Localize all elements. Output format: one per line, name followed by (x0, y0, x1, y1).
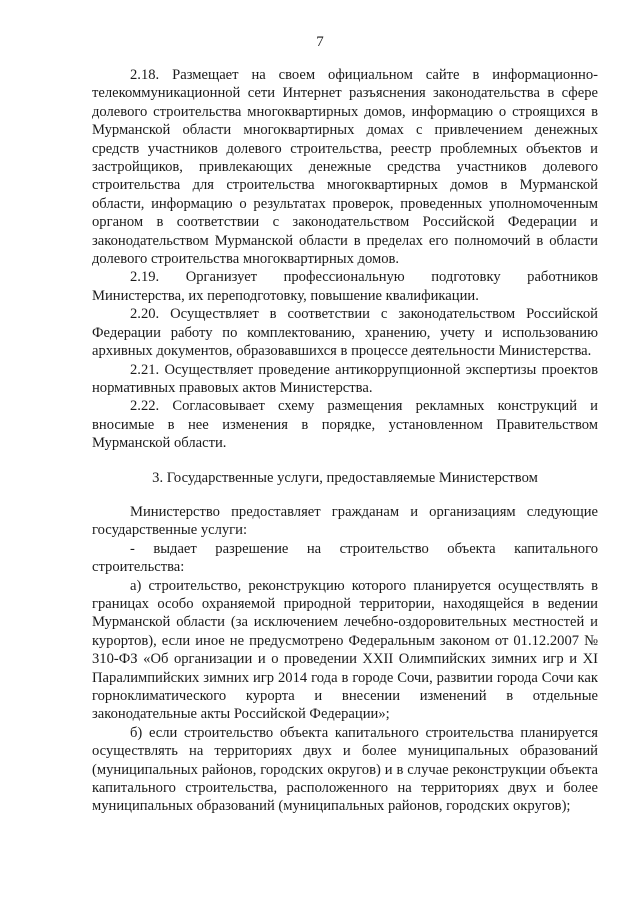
document-body (92, 66, 598, 816)
paragraph-2-21: 2.21. Осуществляет проведение антикоррупционной экспертизы проектов нормативных правовых актов Министерства. (92, 361, 598, 396)
paragraph-2-20: 2.20. Осуществляет в соответствии с законодательством Российской Федерации работу по комплектованию, хранению, учету и использованию архивных документов, образовавшихся в процессе деятельности Министерства. (92, 306, 598, 360)
paragraph-item-a: а) строительство, реконструкцию которого планируется осуществлять в границах особо охраняемой природной территории, находящейся в ведении Мурманской области (за исключением лечебно-оздоровительных местностей и курортов), если иное не предусмотрено Федеральным законом от 01.12.2007 № 310-ФЗ «Об организации и о проведении XXII Олимпийских зимних игр и XI Паралимпийских зимних игр 2014 года в городе Сочи, развитии города Сочи как горноклиматического курорта и внесении изменений в отдельные законодательные акты Российской Федерации»; (92, 577, 598, 723)
paragraph-2-19: 2.19. Организует профессиональную подготовку работников Министерства, их переподготовку, повышение квалификации. (92, 269, 598, 304)
section-heading: 3. Государственные услуги, предоставляемые Министерством (152, 469, 538, 486)
paragraph-2-18: 2.18. Размещает на своем официальном сайте в информационно-телекоммуникационной сети Интернет разъяснения законодательства в сфере долевого строительства многоквартирных домов, информацию о строящихся в Мурманской области многоквартирных домах с привлечением денежных средств участников долевого строительства, реестр проблемных объектов и застройщиков, привлекающих денежные средства участников долевого строительства для строительства многоквартирных домов в Мурманской области, информацию о результатах проверок, проведенных уполномоченным органом в соответствии с законодательством Российской Федерации и законодательством Мурманской области в пределах его полномочий в области долевого строительства многоквартирных домов. (92, 67, 598, 268)
page-number: 7 (316, 34, 324, 50)
paragraph-item-b: б) если строительство объекта капитального строительства планируется осуществлять на территориях двух и более муниципальных образований (муниципальных районов, городских округов) и в случае реконструкции объекта капитального строительства, расположенного на территориях двух и более муниципальных образований (муниципальных районов, городских округов); (92, 724, 598, 815)
paragraph-services-dash-item: - выдает разрешение на строительство объекта капитального строительства: (92, 540, 598, 576)
paragraph-services-intro: Министерство предоставляет гражданам и организациям следующие государственные услуги: (92, 503, 598, 539)
paragraph-2-22: 2.22. Согласовывает схему размещения рекламных конструкций и вносимые в нее изменения в порядке, установленном Правительством Мурманской области. (92, 398, 598, 452)
